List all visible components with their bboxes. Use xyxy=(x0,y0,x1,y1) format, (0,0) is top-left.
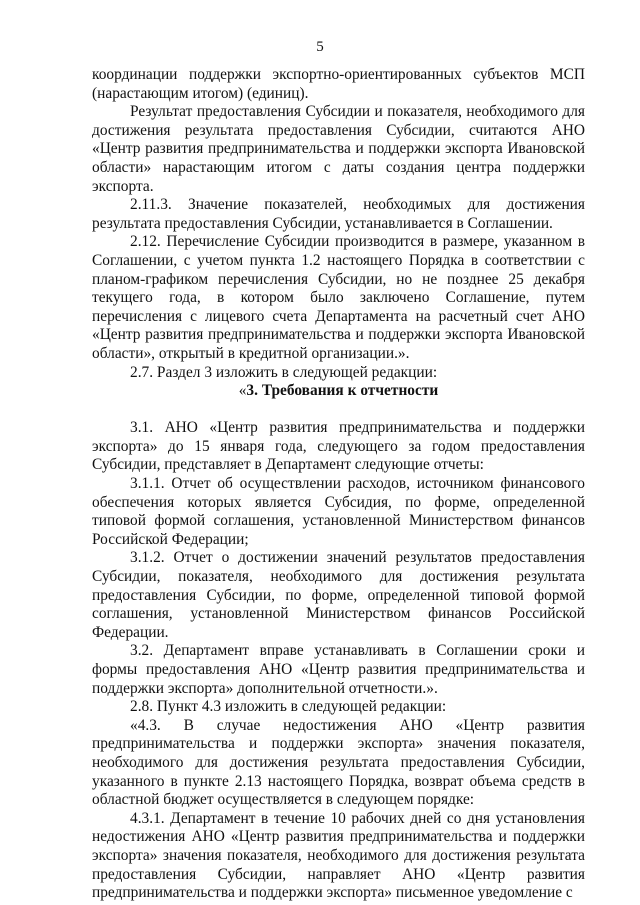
blank-line xyxy=(92,401,585,420)
paragraph-2-12: 2.12. Перечисление Субсидии производится в размере, указанном в Соглашении, с учетом пункта 1.2 настоящего Порядка в соответствии с планом-графиком перечисления Субсидии, но не позднее 25 декабря текущего года, в котором было заключено Соглашение, путем перечисления с лицевого счета Департамента на расчетный счет АНО «Центр развития предпринимательства и поддержки экспорта Ивановской области», открытый в кредитной организации.». xyxy=(92,233,585,362)
document-body xyxy=(92,66,585,903)
paragraph-4-3-1: 4.3.1. Департамент в течение 10 рабочих дней со дня установления недостижения АНО «Центр развития предпринимательства и поддержки экспорта» значения показателя, необходимого для достижения результата предоставления Субсидии, направляет АНО «Центр развития предпринимательства и поддержки экспорта» письменное уведомление с xyxy=(92,809,585,902)
paragraph-3-2: 3.2. Департамент вправе устанавливать в Соглашении сроки и формы предоставления АНО «Центр развития предпринимательства и поддержки экспорта» дополнительной отчетности.». xyxy=(92,642,585,697)
paragraph-2-7: 2.7. Раздел 3 изложить в следующей редакции: xyxy=(130,363,438,381)
section-heading-quote: « xyxy=(238,382,247,400)
paragraph-3-1-1: 3.1.1. Отчет об осуществлении расходов, источником финансового обеспечения которых является Субсидия, по форме, определенной типовой формой соглашения, установленной Министерством финансов Российской Федерации; xyxy=(92,475,585,548)
paragraph-4-3: «4.3. В случае недостижения АНО «Центр развития предпринимательства и поддержки экспорта» значения показателя, необходимого для достижения результата предоставления Субсидии, указанного в пункте 2.13 настоящего Порядка, возврат объема средств в областной бюджет осуществляется в следующем порядке: xyxy=(92,716,585,809)
page-number: 5 xyxy=(316,39,324,55)
section-heading-text: 3. Требования к отчетности xyxy=(246,382,439,400)
paragraph-2-8: 2.8. Пункт 4.3 изложить в следующей редакции: xyxy=(130,698,447,716)
paragraph-3-1-2: 3.1.2. Отчет о достижении значений результатов предоставления Субсидии, показателя, необходимого для достижения результата предоставления Субсидии, по форме, определенной типовой формой соглашения, установленной Министерством финансов Российской Федерации. xyxy=(92,549,585,641)
section-heading xyxy=(92,382,585,401)
paragraph-result-accounting: Результат предоставления Субсидии и показателя, необходимого для достижения результата предоставления Субсидии, считаются АНО «Центр развития предпринимательства и поддержки экспорта Ивановской области» нарастающим итогом с даты создания центра поддержки экспорта. xyxy=(92,103,585,195)
paragraph-3-1: 3.1. АНО «Центр развития предпринимательства и поддержки экспорта» до 15 января года, следующего за годом предоставления Субсидии, представляет в Департамент следующие отчеты: xyxy=(92,419,585,474)
paragraph-msp-coordination: координации поддержки экспортно-ориентированных субъектов МСП (нарастающим итогом) (единиц). xyxy=(92,66,585,102)
paragraph-2-11-3: 2.11.3. Значение показателей, необходимых для достижения результата предоставления Субсидии, устанавливается в Соглашении. xyxy=(92,196,585,232)
